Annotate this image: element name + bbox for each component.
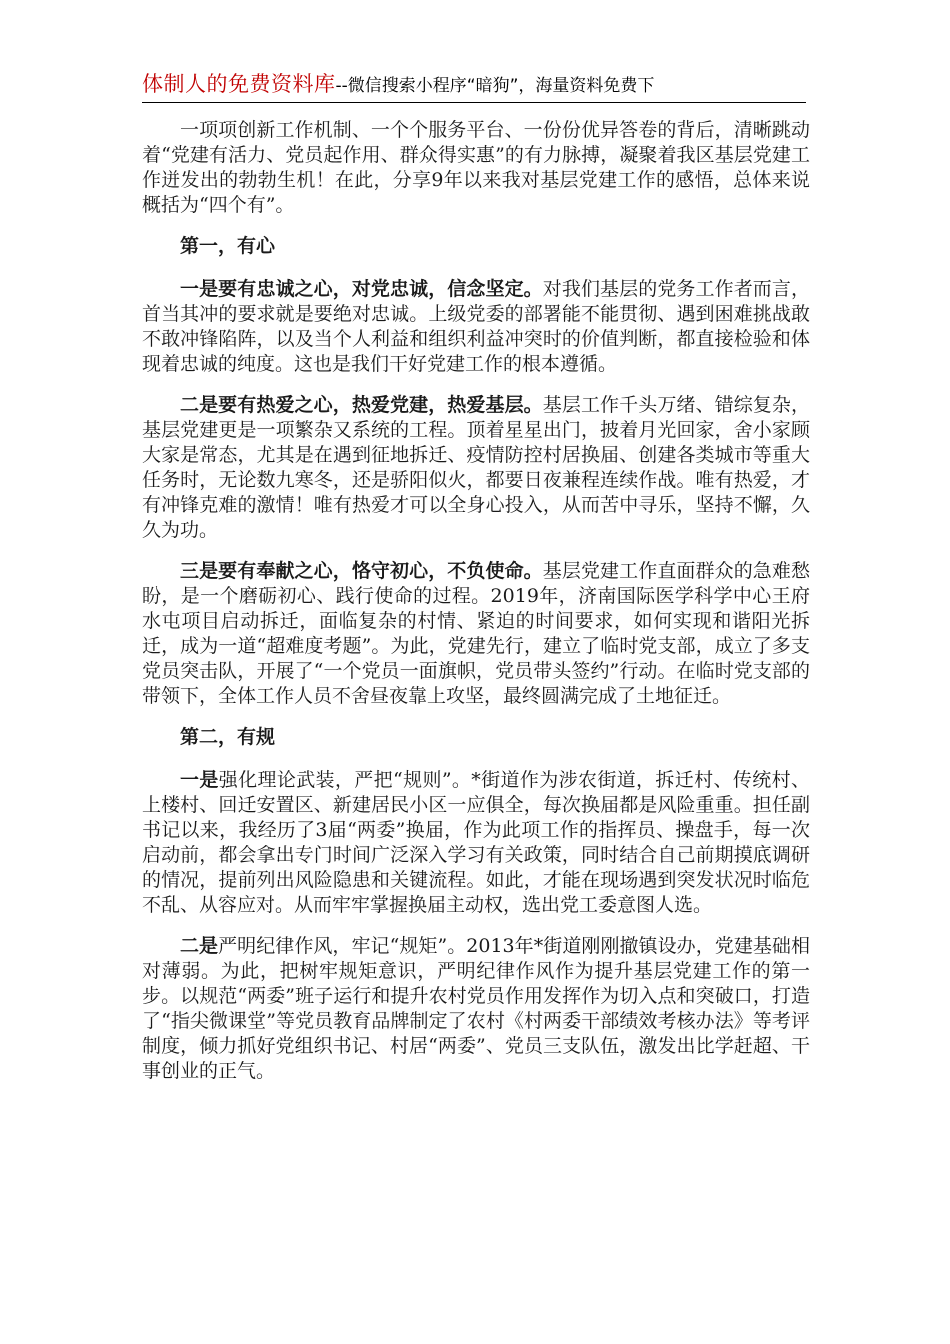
header-brand: 体制人的免费资料库 (142, 72, 336, 96)
paragraph-lead: 二是 (180, 935, 219, 957)
document-body (142, 118, 810, 1100)
section-heading-1: 第一，有心 (180, 235, 276, 257)
paragraph-lead: 一是要有忠诚之心，对党忠诚，信念坚定。 (180, 278, 543, 300)
paragraph-lead: 三是要有奉献之心，恪守初心，不负使命。 (180, 560, 543, 582)
paragraph-text: 对我们基层的党务工作者而言，首当其冲的要求就是要绝对忠诚。上级党委的部署能不能贯彻、遇到困难挑战敢不敢冲锋陷阵，以及当个人利益和组织利益冲突时的价值判断，都直接检验和体现着忠诚的纯度。这也是我们干好党建工作的根本遵循。 (142, 278, 810, 375)
paragraph-text: 严明纪律作风，牢记“规矩”。2013年*街道刚刚撤镇设办，党建基础相对薄弱。为此，把树牢规矩意识，严明纪律作风作为提升基层党建工作的第一步。以规范“两委”班子运行和提升农村党员作用发挥作为切入点和突破口，打造了“指尖微课堂”等党员教育品牌制定了农村《村两委干部绩效考核办法》等考评制度，倾力抓好党组织书记、村居“两委”、党员三支队伍，激发出比学赶超、干事创业的正气。 (142, 935, 810, 1082)
header-tagline: --微信搜索小程序“暗狗”，海量资料免费下 (335, 76, 655, 96)
paragraph-dedication (142, 559, 810, 709)
paragraph-lead: 一是 (180, 769, 219, 791)
paragraph-text: 基层党建工作直面群众的急难愁盼，是一个磨砺初心、践行使命的过程。2019年，济南国际医学科学中心王府水屯项目启动拆迁，面临复杂的村情、紧迫的时间要求，如何实现和谐阳光拆迁，成为一道“超难度考题”。为此，党建先行，建立了临时党支部，成立了多支党员突击队，开展了“一个党员一面旗帜，党员带头签约”行动。在临时党支部的带领下，全体工作人员不舍昼夜靠上攻坚，最终圆满完成了土地征迁。 (142, 560, 810, 707)
paragraph-text: 强化理论武装，严把“规则”。*街道作为涉农街道，拆迁村、传统村、上楼村、回迁安置区、新建居民小区一应俱全，每次换届都是风险重重。担任副书记以来，我经历了3届“两委”换届，作为此项工作的指挥员、操盘手，每一次启动前，都会拿出专门时间广泛深入学习有关政策，同时结合自己前期摸底调研的情况，提前列出风险隐患和关键流程。如此，才能在现场遇到突发状况时临危不乱、从容应对。从而牢牢掌握换届主动权，选出党工委意图人选。 (142, 769, 810, 916)
paragraph-lead: 二是要有热爱之心，热爱党建，热爱基层。 (180, 394, 543, 416)
section-heading-2: 第二，有规 (180, 726, 276, 748)
paragraph-passion (142, 393, 810, 543)
paragraph-loyalty (142, 277, 810, 377)
intro-paragraph: 一项项创新工作机制、一个个服务平台、一份份优异答卷的背后，清晰跳动着“党建有活力、党员起作用、群众得实惠”的有力脉搏，凝聚着我区基层党建工作迸发出的勃勃生机！在此，分享9年以来我对基层党建工作的感悟，总体来说概括为“四个有”。 (142, 119, 810, 216)
paragraph-rules (142, 768, 810, 918)
page-header (142, 68, 806, 103)
paragraph-text: 基层工作千头万绪、错综复杂，基层党建更是一项繁杂又系统的工程。顶着星星出门，披着月光回家，舍小家顾大家是常态，尤其是在遇到征地拆迁、疫情防控村居换届、创建各类城市等重大任务时，无论数九寒冬，还是骄阳似火，都要日夜兼程连续作战。唯有热爱，才有冲锋克难的激情！唯有热爱才可以全身心投入，从而苦中寻乐，坚持不懈，久久为功。 (142, 394, 810, 541)
paragraph-discipline (142, 934, 810, 1084)
